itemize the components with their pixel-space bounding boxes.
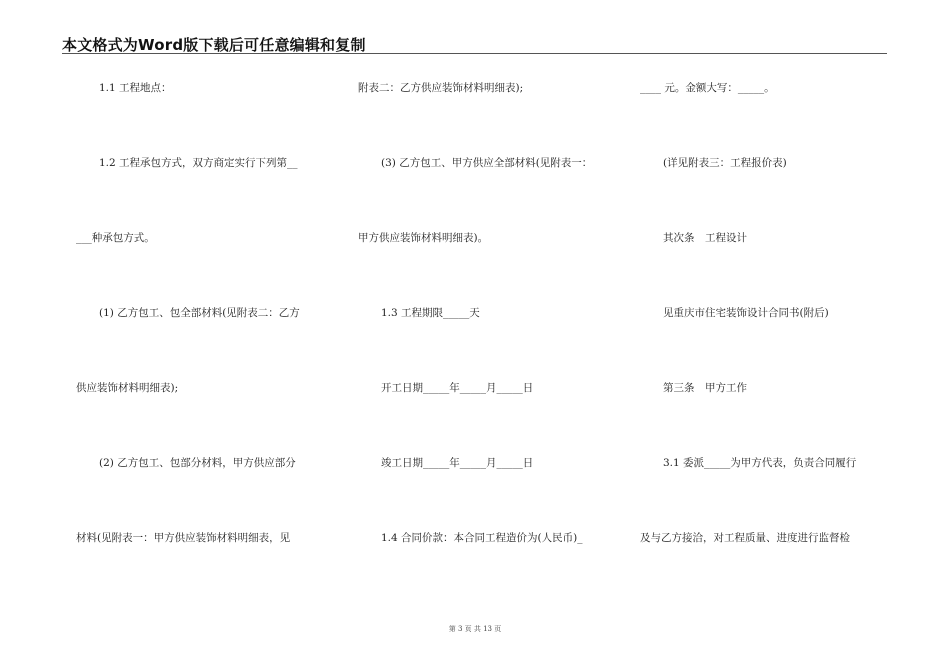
- text-line: ___种承包方式。: [76, 232, 155, 244]
- text-line: 及与乙方接洽，对工程质量、进度进行监督检: [640, 532, 850, 544]
- text-line: 1.3 工程期限_____天: [381, 307, 480, 319]
- text-line: ____ 元。金额大写：_____。: [640, 82, 775, 94]
- text-line: 1.1 工程地点：: [99, 82, 172, 94]
- text-line: 甲方供应装饰材料明细表)。: [358, 232, 489, 244]
- text-line: 见重庆市住宅装饰设计合同书(附后): [663, 307, 829, 319]
- text-line: 附表二：乙方供应装饰材料明细表);: [358, 82, 524, 94]
- text-line: (2) 乙方包工、包部分材料，甲方供应部分: [99, 457, 296, 469]
- text-line: 1.4 合同价款：本合同工程造价为(人民币)_: [381, 532, 583, 544]
- text-line: 材料(见附表一：甲方供应装饰材料明细表，见: [76, 532, 291, 544]
- header-divider: [62, 53, 887, 54]
- document-header-title: 本文格式为Word版下载后可任意编辑和复制: [62, 36, 366, 54]
- text-line: 竣工日期_____年_____月_____日: [381, 457, 534, 469]
- page-number-footer: 第 3 页 共 13 页: [448, 625, 502, 633]
- text-line: 供应装饰材料明细表);: [76, 382, 179, 394]
- text-line: 1.2 工程承包方式，双方商定实行下列第__: [99, 157, 298, 169]
- text-line: 3.1 委派_____为甲方代表，负责合同履行: [663, 457, 857, 469]
- text-line: 第三条 甲方工作: [663, 382, 747, 394]
- text-line: 开工日期_____年_____月_____日: [381, 382, 534, 394]
- text-line: (3) 乙方包工、甲方供应全部材料(见附表一：: [381, 157, 593, 169]
- text-line: (1) 乙方包工、包全部材料(见附表二：乙方: [99, 307, 300, 319]
- text-line: (详见附表三：工程报价表): [663, 157, 787, 169]
- text-line: 其次条 工程设计: [663, 232, 747, 244]
